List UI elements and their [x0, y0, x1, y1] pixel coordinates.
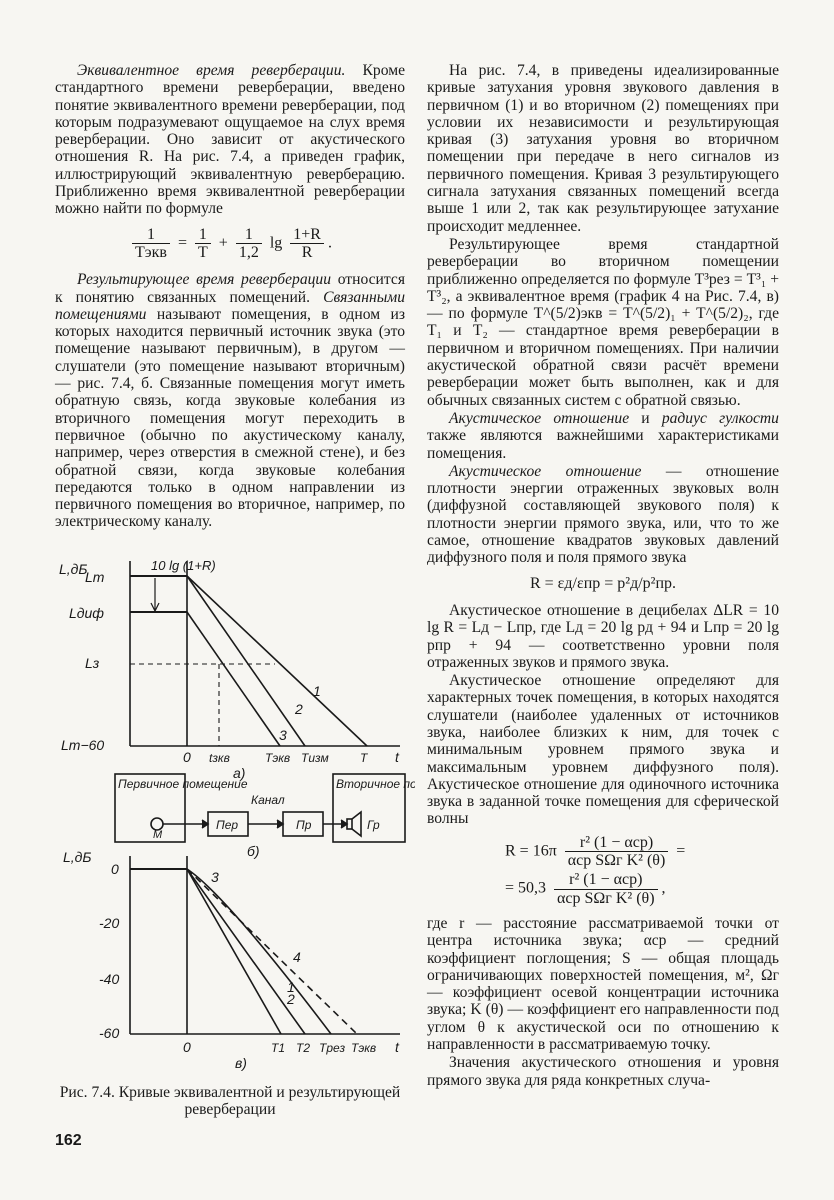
paragraph-values: Значения акустического отношения и уровня прямого звука для ряда конкретных случа-	[427, 1054, 779, 1089]
formula-equivalent-time: $\frac{1}{\text{Tэкв}}$ = $\frac{1}{T}$ + $\frac{1}{1,2}$ lg $\frac{1+R}{R}$ .	[55, 226, 405, 262]
c-curve-label-2: 2	[287, 991, 295, 1007]
a-delta-label: 10 lg (1+R)	[151, 558, 216, 573]
formula-spherical-1: R = 16π $\frac{\text{r² (1 − αср)}}{\text{αср SΩг K² (θ)}}$ =	[505, 833, 686, 870]
a-tick-tzkv: tзкв	[209, 751, 230, 765]
term-resulting-time: Результирующее время реверберации	[77, 271, 332, 289]
c-tick-t1: T1	[271, 1041, 286, 1055]
a-tick-t: T	[360, 751, 368, 765]
page-number: 162	[55, 1132, 82, 1149]
formula-acoustic-ratio: R = εд/εпр = p²д/p²пр.	[529, 574, 677, 592]
a-tick-0: 0	[183, 749, 191, 765]
c-curve-label-4: 4	[293, 949, 301, 965]
a-curve-label-2: 2	[295, 701, 303, 717]
a-tick-lz: Lз	[85, 655, 100, 671]
paragraph-acoustic-db: Акустическое отношение в децибелах ΔLR = 10 lg R = Lд − Lпр, где Lд = 20 lg pд + 94 и Lпр = 20 lg pпр + 94 — соответственно уровни поля отраженных звуков и прямого звука.	[427, 601, 779, 671]
c-y-label: L,дБ	[63, 849, 92, 865]
b-mic-label: М	[153, 829, 163, 841]
a-tick-t-axis: t	[395, 749, 399, 765]
term-coupled-rooms: Связанными помещениями	[55, 288, 405, 323]
a-panel-label: а)	[233, 765, 246, 781]
c-tick-t-axis: t	[395, 1039, 399, 1055]
figure-7-4	[55, 556, 415, 1076]
curve-a-1	[187, 576, 367, 746]
right-column	[427, 62, 779, 1089]
paragraph-acoustic-intro: Акустическое отношение и радиус гулкости также являются важнейшими характеристиками помещения.	[427, 409, 779, 462]
panel-c	[130, 856, 400, 1034]
a-tick-lm60: Lm−60	[61, 737, 105, 753]
c-curve-label-1: 1	[287, 979, 295, 995]
formula-spherical-2: = 50,3 $\frac{\text{r² (1 − αср)}}{\text{αср SΩг K² (θ)}}$ ,	[505, 871, 666, 907]
c-panel-label: в)	[235, 1055, 247, 1071]
b-block1-label: Пер	[216, 818, 239, 832]
panel-a	[130, 561, 400, 746]
b-panel-label: б)	[247, 843, 260, 859]
b-speaker-label: Гр	[367, 818, 380, 832]
c-tick-40: -40	[99, 971, 120, 987]
b-room1-label: Первичное помещение	[118, 777, 248, 791]
a-y-label: L,дБ	[59, 561, 88, 577]
c-curve-label-3: 3	[211, 869, 219, 885]
curve-a-2	[187, 576, 305, 746]
paragraph-characteristic-points: Акустическое отношение определяют для характерных точек помещения, в которых находятся слушатели (наиболее удаленных от источников звука, наиболее близких к ним, для точек с минимальным уровнем прямого звука и максимальным уровнем диффузного поля). Акустическое отношение для одиночного источника звука в заданной точке помещения для сферической волны	[427, 672, 779, 828]
a-curve-label-1: 1	[313, 683, 321, 699]
curve-c-4	[187, 869, 357, 1034]
a-tick-tekv: Tэкв	[265, 751, 291, 765]
a-tick-ldif: Lдиф	[69, 605, 105, 621]
curve-a-3	[187, 612, 280, 746]
c-tick-trez: Tрез	[319, 1041, 346, 1055]
c-tick-0: 0	[111, 861, 119, 877]
paragraph-fig-c: На рис. 7.4, в приведены идеализированные кривые затухания уровня звукового давления в первичном (1) и во вторичном (2) помещениях при условии их независимости и результирующая кривая (3) затухания уровня во вторичном помещении при передаче в него сигналов из первичного помещения. Кривая 3 результирующего сигнала затухания связанных помещений всегда выше 1 или 2, так как результирующее затухание происходит медленнее.	[427, 62, 779, 235]
left-column	[55, 62, 405, 531]
paragraph-acoustic-definition: Акустическое отношение — отношение плотности энергии отраженных звуковых волн (диффузной составляющей звукового поля) к плотности энергии прямого звука, или, что то же самое, отношение квадратов звуковых давлений диффузного поля и поля прямого звука	[427, 462, 779, 567]
term-equivalent-time: Эквивалентное время реверберации.	[77, 62, 346, 79]
b-block2-label: Пр	[296, 818, 312, 832]
a-tick-lm: Lm	[85, 569, 105, 585]
speaker-icon	[347, 819, 352, 829]
paragraph-resulting-formula: Результирующее время стандартной реверберации во вторичном помещении приближенно определяется по формуле T³рез = T³₁ + T³₂, а эквивалентное время (график 4 на Рис. 7.4, в) — по формуле T^(5/2)экв = T^(5/2)₁ + T^(5/2)₂, где T₁ и T₂ — стандартное время реверберации в первичном и вторичном помещениях. При наличии акустической обратной связи расчёт времени реверберации может быть выполнен, как и для обычных связанных систем с обратной связью.	[427, 235, 779, 409]
paragraph-resulting-time: Результирующее время реверберации относится к понятию связанных помещений. Связанными помещениями называют помещения, в одном из которых находится первичный источник звука (это помещение называют первичным), в другом — слушатели (это помещение называют вторичным) — рис. 7.4, б. Связанные помещения могут иметь обратную связь, когда звуковые колебания из вторичного помещения могут переходить в первичное (обычно по акустическому каналу, например, через отверстия в смежной стене), и без обратной связи, когда звуковые колебания передаются только в одном направлении из первичного помещения во вторичное, например, по электрическому каналу.	[55, 271, 405, 531]
c-tick-tekv: Tэкв	[351, 1041, 377, 1055]
c-tick-t2: T2	[296, 1041, 311, 1055]
a-tick-tizm: Tизм	[301, 751, 329, 765]
curve-c-2	[187, 869, 305, 1034]
figure-svg	[55, 556, 415, 1076]
c-tick-60: -60	[99, 1025, 120, 1041]
figure-caption: Рис. 7.4. Кривые эквивалентной и результирующей реверберации	[59, 1084, 401, 1119]
b-room2-label: Вторичное п	[336, 777, 410, 791]
a-curve-label-3: 3	[279, 727, 287, 743]
c-tick-20: -20	[99, 915, 120, 931]
b-channel-label: Канал	[251, 793, 285, 807]
c-tick-x0: 0	[183, 1039, 191, 1055]
curve-c-3	[187, 869, 331, 1034]
paragraph-equivalent-time: Эквивалентное время реверберации. Кроме стандартного времени реверберации, введено понятие эквивалентного времени реверберации, под которым подразумевают ощущаемое на слух время реверберации. Оно зависит от акустического отношения R. На рис. 7.4, а приведен график, иллюстрирующий эквивалентную реверберацию. Приближенно время эквивалентной реверберации можно найти по формуле	[55, 62, 405, 218]
paragraph-variables: где r — расстояние рассматриваемой точки от центра источника звука; αср — средний коэффициент поглощения; S — общая площадь ограничивающих поверхностей помещения, м², Ωг — коэффициент осевой концентрации источника звука; K (θ) — коэффициент его направленности под углом θ к акустической оси по отношению к направленности в рассматриваемую точку.	[427, 914, 779, 1054]
